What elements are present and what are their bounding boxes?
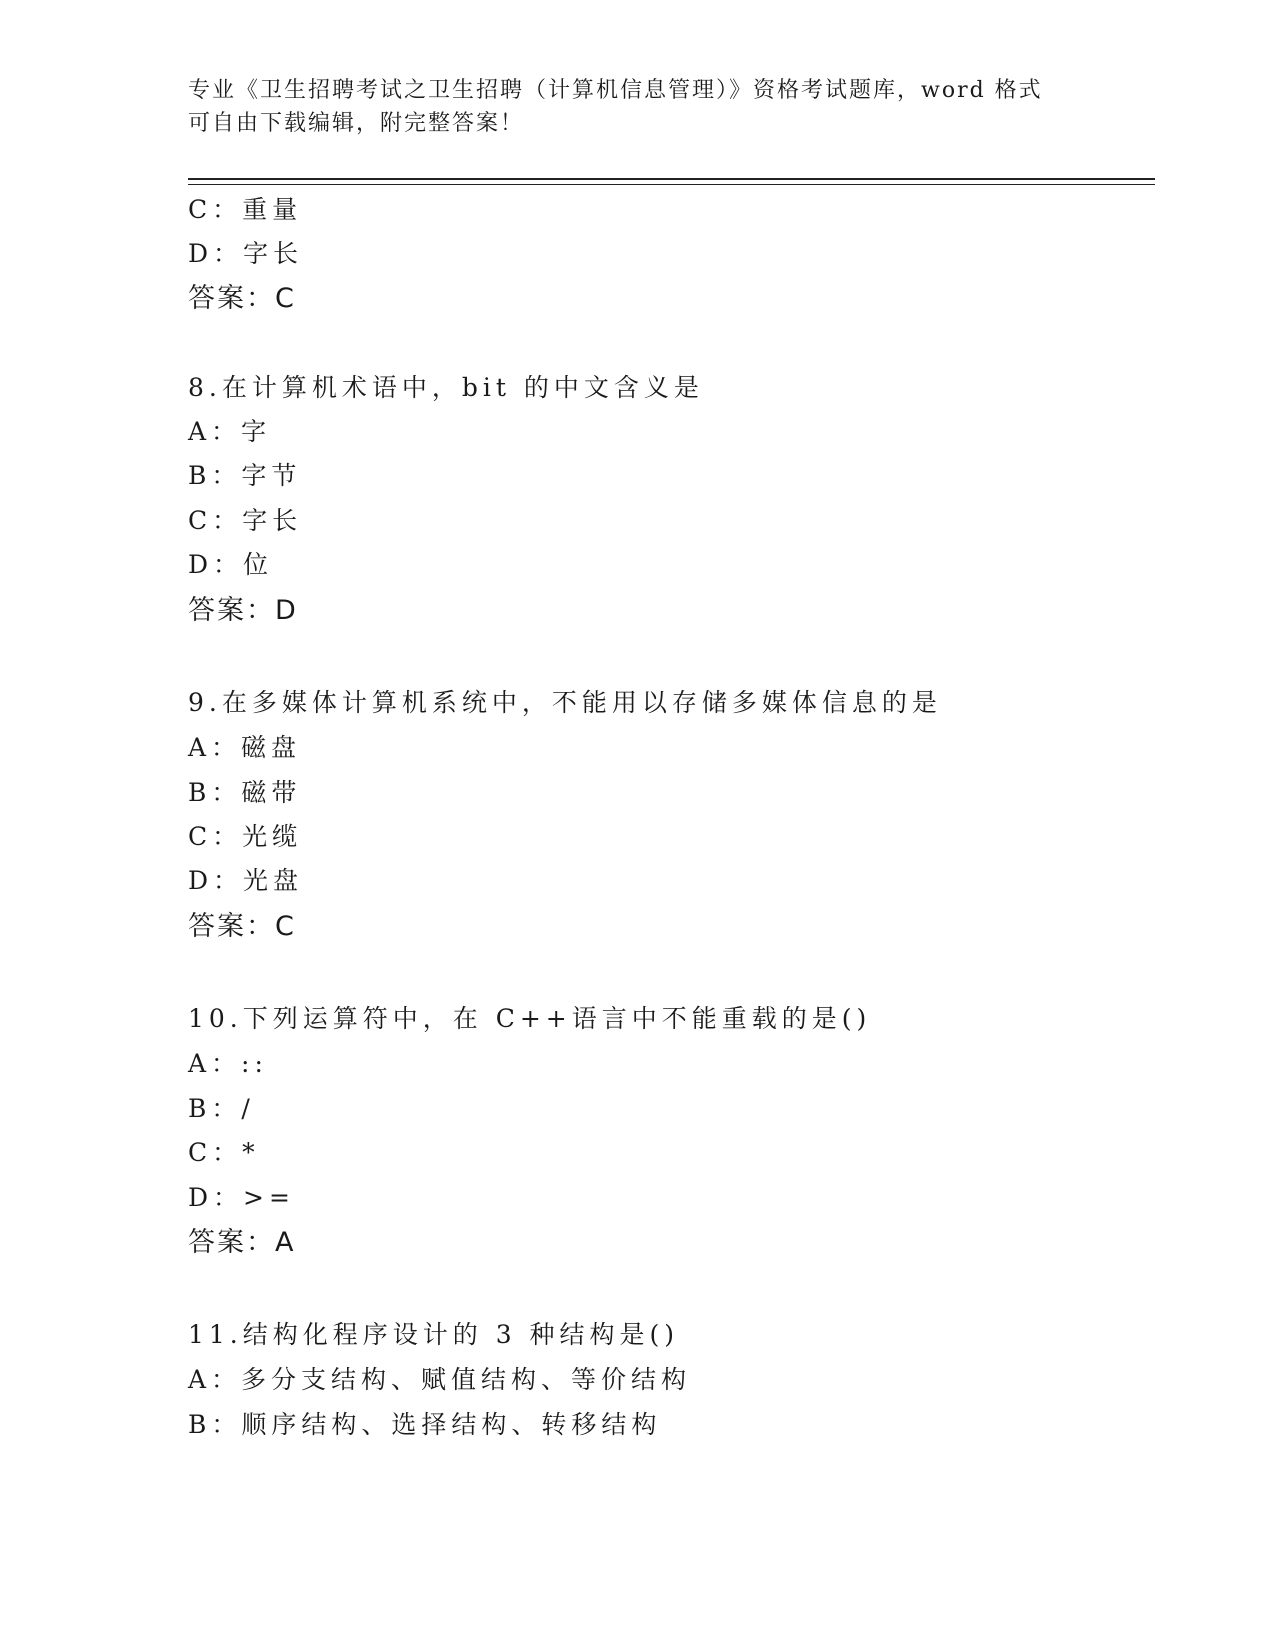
q7-answer: 答案：C <box>188 283 296 314</box>
q10-answer: 答案：A <box>188 1227 296 1258</box>
q11-stem: 11.结构化程序设计的 3 种结构是() <box>188 1320 680 1349</box>
document-header <box>188 74 1088 140</box>
q10-stem: 10.下列运算符中，在 C++语言中不能重载的是() <box>188 1004 872 1033</box>
q8-stem: 8.在计算机术语中，bit 的中文含义是 <box>188 373 704 402</box>
q9-stem: 9.在多媒体计算机系统中，不能用以存储多媒体信息的是 <box>188 688 942 717</box>
header-rule-thin <box>188 184 1155 185</box>
q8-option-b: B：字节 <box>188 461 302 490</box>
q9-answer: 答案：C <box>188 911 296 942</box>
q8-answer: 答案：D <box>188 595 298 626</box>
q9-option-a: A：磁盘 <box>188 733 302 762</box>
q10-option-c: C：* <box>188 1138 260 1167</box>
q8-option-a: A：字 <box>188 417 272 446</box>
q8-option-d: D：位 <box>188 550 274 579</box>
q7-option-c: C：重量 <box>188 195 303 224</box>
q11-option-b: B：顺序结构、选择结构、转移结构 <box>188 1410 662 1439</box>
q9-option-d: D：光盘 <box>188 866 304 895</box>
q10-option-a: A：:: <box>188 1049 268 1078</box>
q10-option-d: D：>= <box>188 1183 295 1212</box>
q7-option-d: D：字长 <box>188 239 304 268</box>
q9-option-c: C：光缆 <box>188 822 303 851</box>
q10-option-b: B：/ <box>188 1094 255 1123</box>
q11-option-a: A：多分支结构、赋值结构、等价结构 <box>188 1365 692 1394</box>
header-rule-thick <box>188 178 1155 180</box>
q9-option-b: B：磁带 <box>188 778 302 807</box>
header-line-1: 专业《卫生招聘考试之卫生招聘（计算机信息管理）》资格考试题库，word 格式 <box>188 78 1043 103</box>
header-line-2: 可自由下载编辑，附完整答案！ <box>188 111 525 136</box>
q8-option-c: C：字长 <box>188 506 303 535</box>
